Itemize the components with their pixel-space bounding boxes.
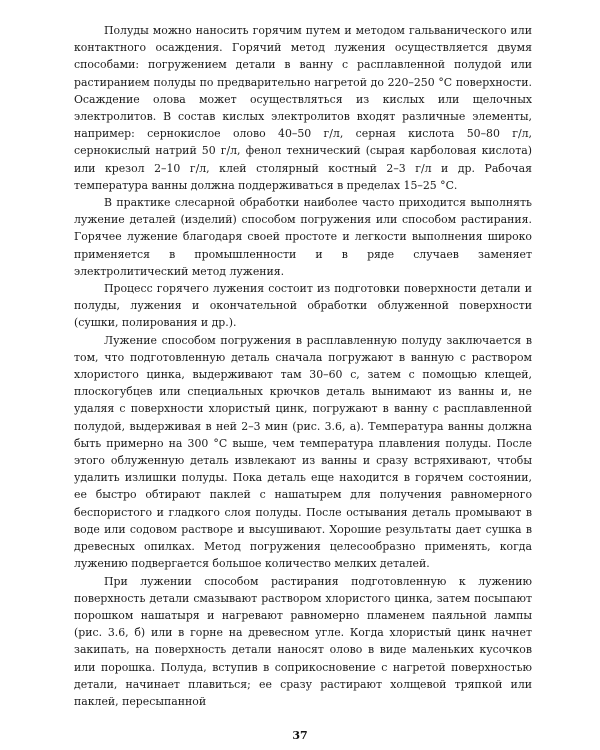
- page-number: 37: [292, 729, 308, 742]
- paragraph-immersion-method: Лужение способом погружения в расплавленную полуду заключается в том, что подготовленную деталь сначала погружают в ванную с раствором хлористого цинка, выдерживают там 30–60 с, затем с помощью клещей, плоскогубцев или специальных крючков деталь вынимают из ванны и, не удаляя с поверхности хлористый цинк, погружают в ванну с расплавленной полудой, выдерживая в ней 2–3 мин (рис. 3.6, а). Температура ванны должна быть примерно на 300 °С выше, чем температура плавления полуды. После этого облуженную деталь извлекают из ванны и сразу встряхивают, чтобы удалить излишки полуды. Пока деталь еще находится в горячем состоянии, ее быстро обтирают паклей с нашатырем для получения равномерного беспористого и гладкого слоя полуды. После остывания деталь промывают в воде или содовом растворе и высушивают. Хорошие результаты дает сушка в древесных опилках. Метод погружения целесообразно применять, когда лужению подвергается большое количество мелких деталей.: [74, 333, 532, 571]
- paragraph-tinning-methods: Полуды можно наносить горячим путем и методом гальванического или контактного осаждения. Горячий метод лужения осуществляется двумя способами: погружением детали в ванну с расплавленной полудой или растиранием полуды по предварительно нагретой до 220–250 °С поверхности. Осаждение олова может осуществляться из кислых или щелочных электролитов. В состав кислых электролитов входят различные элементы, например: сернокислое олово 40–50 г/л, серная кислота 50–80 г/л, сернокислый натрий 50 г/л, фенол технический (сырая карболовая кислота) или крезол 2–10 г/л, клей столярный костный 2–3 г/л и др. Рабочая температура ванны должна поддерживаться в пределах 15–25 °С.: [74, 24, 532, 192]
- paragraph-rubbing-method: При лужении способом растирания подготовленную к лужению поверхность детали смазывают раствором хлористого цинка, затем посыпают порошком нашатыря и нагревают равномерно пламенем паяльной лампы (рис. 3.6, б) или в горне на древесном угле. Когда хлористый цинк начнет закипать, на поверхность детали наносят олово в виде маленьких кусочков или порошка. Полуда, вступив в соприкосновение с нагретой поверхностью детали, начинает плавиться; ее сразу растирают холщевой тряпкой или паклей, пересыпанной: [74, 574, 532, 708]
- page-text-body: [74, 22, 532, 710]
- paragraph-hot-tinning-process: Процесс горячего лужения состоит из подготовки поверхности детали и полуды, лужения и окончательной обработки облуженной поверхности (сушки, полирования и др.).: [74, 282, 532, 330]
- paragraph-practice-tinning: В практике слесарной обработки наиболее часто приходится выполнять лужение деталей (изделий) способом погружения или способом растирания. Горячее лужение благодаря своей простоте и легкости выполнения широко применяется в промышленности и в ряде случаев заменяет электролитический метод лужения.: [74, 196, 532, 278]
